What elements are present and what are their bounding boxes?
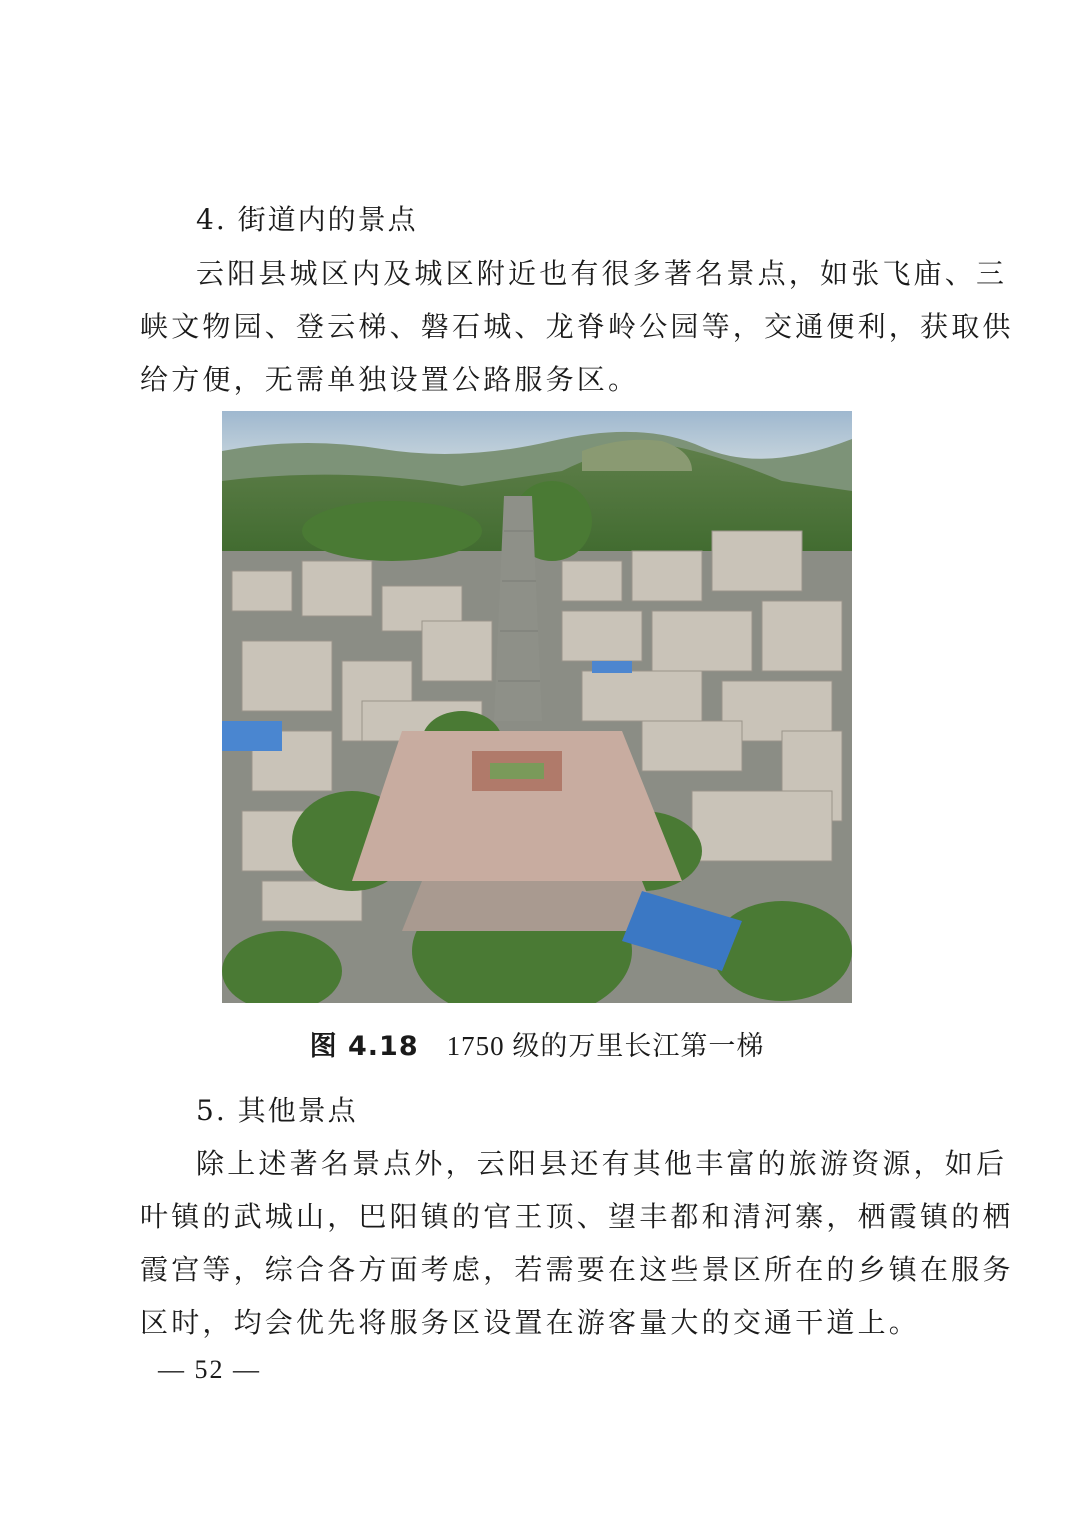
section-5-heading: 5. 其他景点 — [196, 1094, 358, 1127]
section-4-paragraph-line-1: 云阳县城区内及城区附近也有很多著名景点，如张飞庙、三 — [196, 257, 1008, 290]
section-4-paragraph-line-3: 给方便，无需单独设置公路服务区。 — [140, 363, 640, 396]
section-5-paragraph-line-4: 区时，均会优先将服务区设置在游客量大的交通干道上。 — [140, 1306, 921, 1339]
aerial-photo-stairway — [222, 411, 852, 1003]
page-number: — 52 — — [158, 1355, 261, 1384]
section-5-paragraph-line-3: 霞宫等，综合各方面考虑，若需要在这些景区所在的乡镇在服务 — [140, 1253, 1014, 1286]
figure-label: 图 4.18 — [309, 1031, 419, 1062]
section-4-paragraph-line-2: 峡文物园、登云梯、磐石城、龙脊岭公园等，交通便利，获取供 — [140, 310, 1014, 343]
figure-title: 1750 级的万里长江第一梯 — [446, 1031, 765, 1061]
figure-caption — [0, 1031, 1074, 1062]
section-4-heading: 4. 街道内的景点 — [196, 203, 418, 236]
section-5-paragraph-line-1: 除上述著名景点外，云阳县还有其他丰富的旅游资源，如后 — [196, 1147, 1008, 1180]
section-5-paragraph-line-2: 叶镇的武城山，巴阳镇的官王顶、望丰都和清河寨，栖霞镇的栖 — [140, 1200, 1014, 1233]
